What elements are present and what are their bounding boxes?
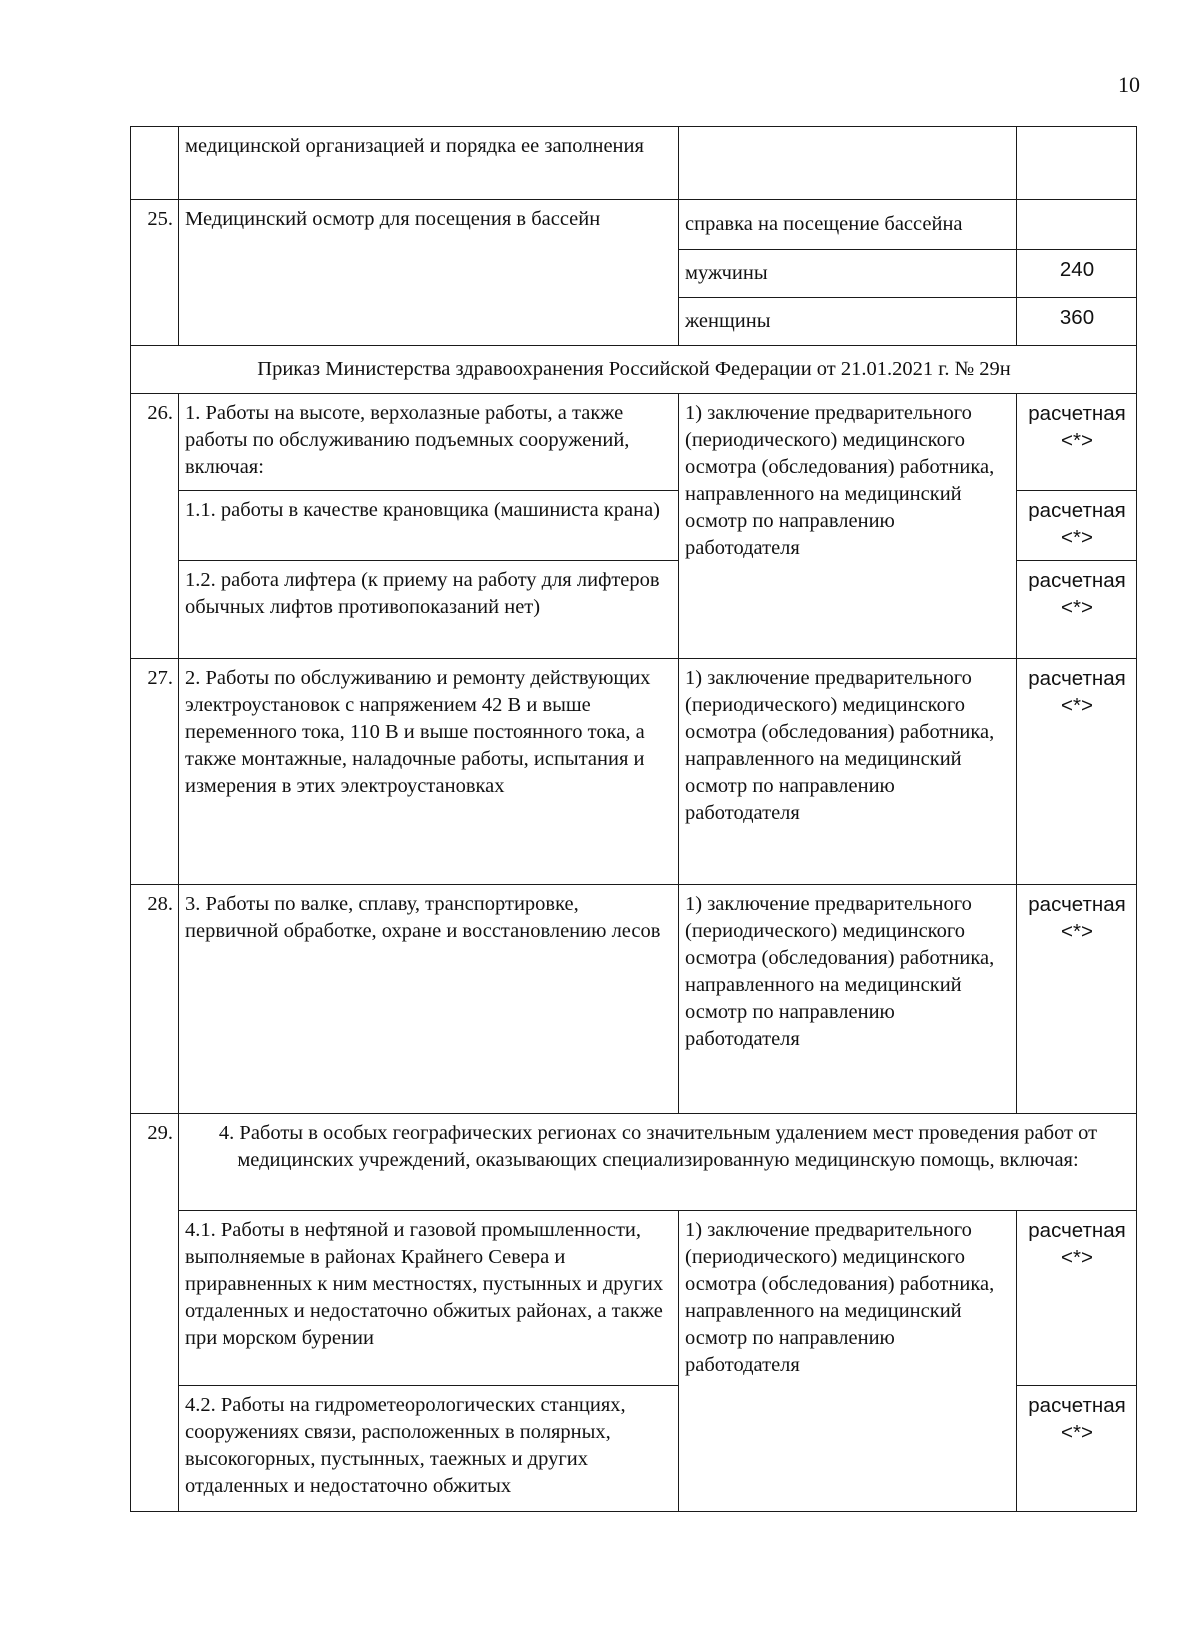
service-name-cell: 2. Работы по обслуживанию и ремонту действующих электроустановок с напряжением 42 В и выше переменного тока, 110 В и выше постоянного тока, а также монтажные, наладочные работы, испытания и измерения в этих электроустановках [179,659,679,885]
category-cell: мужчины [679,250,1017,298]
table-row [131,127,1137,200]
price-cell [1017,127,1137,200]
price-cell: расчетная <*> [1017,885,1137,1114]
service-name-cell: медицинской организацией и порядка ее заполнения [179,127,679,200]
price-cell: расчетная <*> [1017,659,1137,885]
table-row [131,885,1137,1114]
row-number-cell: 25. [131,200,179,346]
price-cell: 360 [1017,298,1137,346]
order-header-cell: Приказ Министерства здравоохранения Российской Федерации от 21.01.2021 г. № 29н [131,346,1137,394]
document-cell: 1) заключение предварительного (периодического) медицинского осмотра (обследования) работника, направленного на медицинский осмотр по направлению работодателя [679,659,1017,885]
table-row [131,1114,1137,1211]
price-cell [1017,200,1137,250]
service-name-cell: 4.1. Работы в нефтяной и газовой промышленности, выполняемые в районах Крайнего Севера и приравненных к ним местностях, пустынных и других отдаленных и недостаточно обжитых районах, а также при морском бурении [179,1211,679,1386]
service-name-cell: 1. Работы на высоте, верхолазные работы, а также работы по обслуживанию подъемных сооружений, включая: [179,394,679,491]
service-name-cell: 3. Работы по валке, сплаву, транспортировке, первичной обработке, охране и восстановлению лесов [179,885,679,1114]
document-cell: 1) заключение предварительного (периодического) медицинского осмотра (обследования) работника, направленного на медицинский осмотр по направлению работодателя [679,1211,1017,1512]
price-cell: расчетная <*> [1017,491,1137,561]
document-cell: 1) заключение предварительного (периодического) медицинского осмотра (обследования) работника, направленного на медицинский осмотр по направлению работодателя [679,885,1017,1114]
table-row [131,200,1137,250]
row-number-cell [131,127,179,200]
document-cell: 1) заключение предварительного (периодического) медицинского осмотра (обследования) работника, направленного на медицинский осмотр по направлению работодателя [679,394,1017,659]
service-name-cell: 1.1. работы в качестве крановщика (машиниста крана) [179,491,679,561]
document-cell [679,127,1017,200]
price-table [130,126,1137,1512]
document-cell: справка на посещение бассейна [679,200,1017,250]
price-cell: расчетная <*> [1017,1386,1137,1512]
service-name-cell: 1.2. работа лифтера (к приему на работу для лифтеров обычных лифтов противопоказаний нет) [179,561,679,659]
category-cell: женщины [679,298,1017,346]
row-number-cell: 29. [131,1114,179,1512]
table-row [131,346,1137,394]
table-row [131,659,1137,885]
service-name-cell: Медицинский осмотр для посещения в бассейн [179,200,679,346]
price-cell: расчетная <*> [1017,1211,1137,1386]
row-number-cell: 27. [131,659,179,885]
price-cell: расчетная <*> [1017,394,1137,491]
price-cell: 240 [1017,250,1137,298]
price-cell: расчетная <*> [1017,561,1137,659]
row-number-cell: 28. [131,885,179,1114]
service-name-cell: 4.2. Работы на гидрометеорологических станциях, сооружениях связи, расположенных в полярных, высокогорных, пустынных, таежных и других отдаленных и недостаточно обжитых [179,1386,679,1512]
row-number-cell: 26. [131,394,179,659]
table-row [131,1211,1137,1386]
group-header-cell: 4. Работы в особых географических регионах со значительным удалением мест проведения работ от медицинских учреждений, оказывающих специализированную медицинскую помощь, включая: [179,1114,1137,1211]
table-row [131,394,1137,491]
page-number: 10 [1118,72,1140,97]
